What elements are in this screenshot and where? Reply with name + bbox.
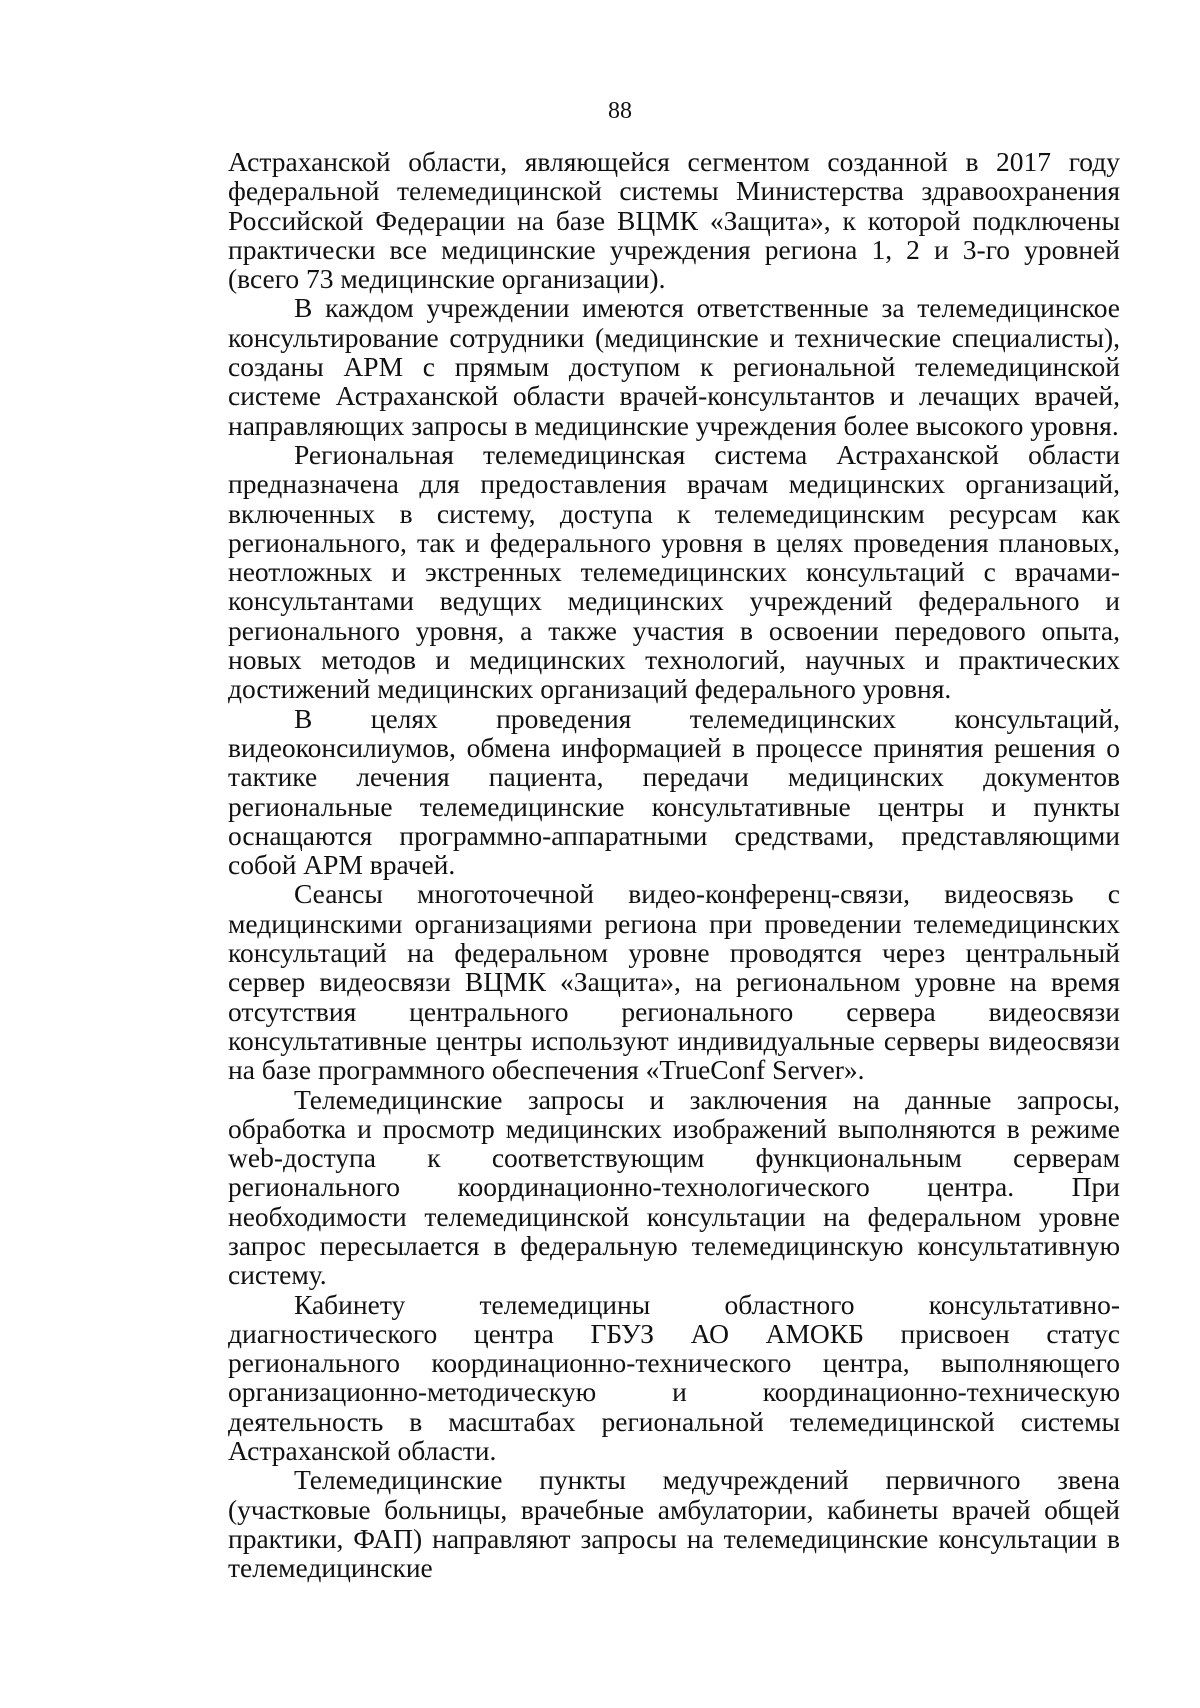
paragraph: Региональная телемедицинская система Астраханской области предназначена для предоставления врачам медицинских организаций, включенных в систему, доступа к телемедицинским ресурсам как регионального, так и федерального уровня в целях проведения плановых, неотложных и экстренных телемедицинских консультаций с врачами-консультантами ведущих медицинских учреждений федерального и регионального уровня, а также участия в освоении передового опыта, новых методов и медицинских технологий, научных и практических достижений медицинских организаций федерального уровня.: [228, 438, 1120, 705]
page-number: 88: [608, 98, 632, 124]
paragraph: В каждом учреждении имеются ответственные за телемедицинское консультирование сотрудники (медицинские и технические специалисты), созданы АРМ с прямым доступом к региональной телемедицинской системе Астраханской области врачей-консультантов и лечащих врачей, направляющих запросы в медицинские учреждения более высокого уровня.: [228, 292, 1120, 441]
document-body: [228, 147, 1120, 1583]
paragraph: Сеансы многоточечной видео-конференц-связи, видеосвязь с медицинскими организациями региона при проведении телемедицинских консультаций на федеральном уровне проводятся через центральный сервер видеосвязи ВЦМК «Защита», на региональном уровне на время отсутствия центрального регионального сервера видеосвязи консультативные центры используют индивидуальные серверы видеосвязи на базе программного обеспечения «TrueConf Server».: [228, 878, 1120, 1086]
paragraph: В целях проведения телемедицинских консультаций, видеоконсилиумов, обмена информацией в процессе принятия решения о тактике лечения пациента, передачи медицинских документов региональные телемедицинские консультативные центры и пункты оснащаются программно-аппаратными средствами, представляющими собой АРМ врачей.: [228, 702, 1120, 881]
paragraph: Астраханской области, являющейся сегментом созданной в 2017 году федеральной телемедицинской системы Министерства здравоохранения Российской Федерации на базе ВЦМК «Защита», к которой подключены практически все медицинские учреждения региона 1, 2 и 3-го уровней (всего 73 медицинские организации).: [228, 146, 1120, 295]
paragraph: Телемедицинские запросы и заключения на данные запросы, обработка и просмотр медицинских изображений выполняются в режиме web-доступа к соответствующим функциональным серверам регионального координационно-технологического центра. При необходимости телемедицинской консультации на федеральном уровне запрос пересылается в федеральную телемедицинскую консультативную систему.: [228, 1083, 1120, 1291]
paragraph: Кабинету телемедицины областного консультативно-диагностического центра ГБУЗ АО АМОКБ присвоен статус регионального координационно-технического центра, выполняющего организационно-методическую и координационно-техническую деятельность в масштабах региональной телемедицинской системы Астраханской области.: [228, 1288, 1120, 1467]
paragraph: Телемедицинские пункты медучреждений первичного звена (участковые больницы, врачебные амбулатории, кабинеты врачей общей практики, ФАП) направляют запросы на телемедицинские консультации в телемедицинские: [228, 1464, 1120, 1584]
